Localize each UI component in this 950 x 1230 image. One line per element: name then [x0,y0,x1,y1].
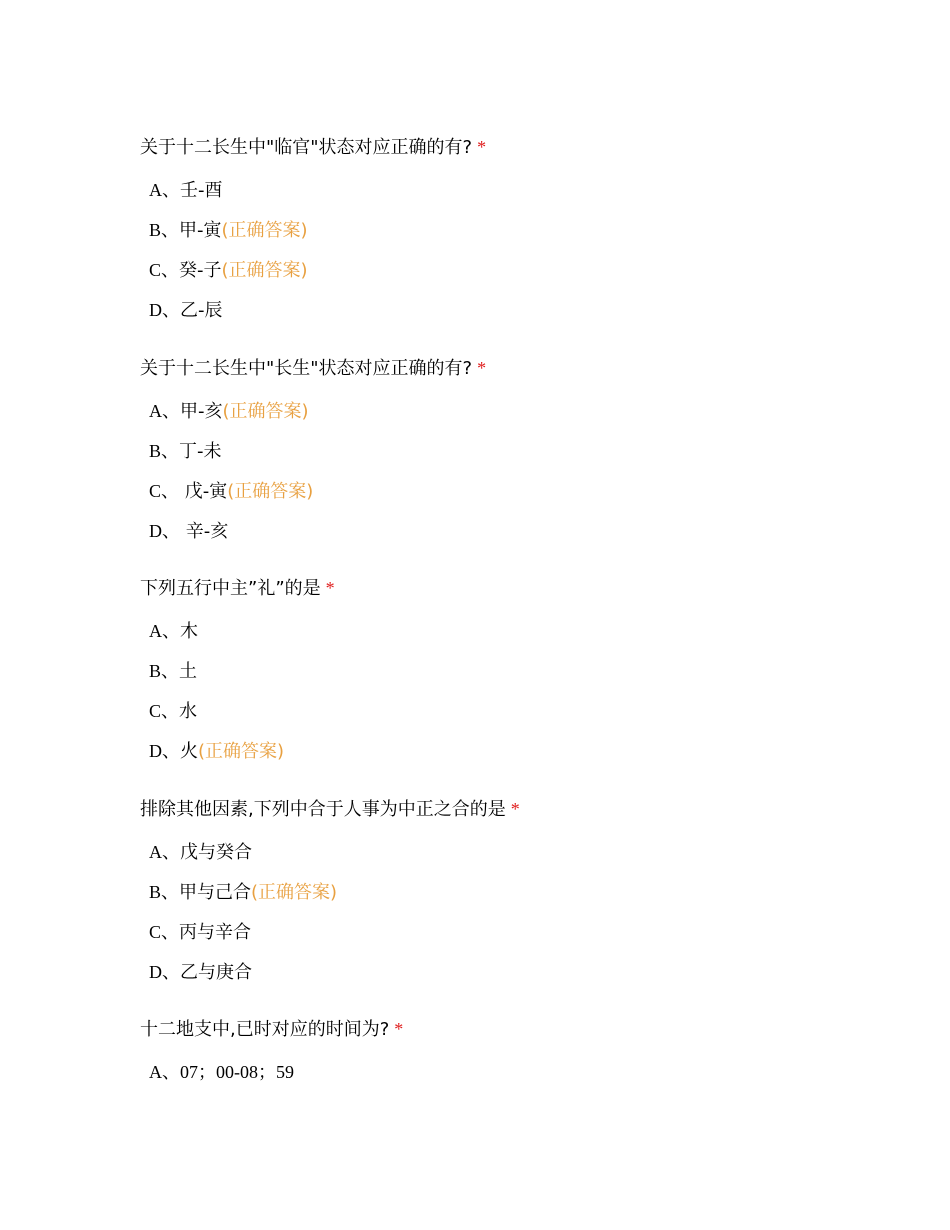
option-text: 癸-子 [179,260,222,281]
option-c [149,482,920,522]
option-list [140,402,920,562]
option-letter: A、 [149,180,180,200]
option-text: 乙与庚合 [180,962,252,983]
option-letter: A、 [149,401,180,421]
question-title-text: 十二地支中,已时对应的时间为? [140,1019,390,1040]
option-text: 火 [180,741,198,762]
option-d [149,963,920,1003]
option-text: 戊与癸合 [180,842,252,863]
option-letter: B、 [149,441,180,461]
option-d [149,742,920,782]
question-title [140,576,920,600]
required-asterisk: * [394,1019,404,1039]
correct-answer-tag: (正确答案) [198,741,285,762]
question-title [140,135,920,159]
option-b [149,221,920,261]
option-list [140,843,920,1003]
required-asterisk: * [477,137,487,157]
correct-answer-tag: (正确答案) [221,220,308,241]
option-c [149,702,920,742]
option-text: 水 [179,701,198,722]
required-asterisk: * [325,578,335,598]
option-list [140,181,920,341]
option-text: 甲-亥 [180,401,223,422]
required-asterisk: * [477,358,487,378]
option-b [149,662,920,702]
option-letter: D、 [149,521,180,541]
question-title [140,1017,920,1041]
option-a [149,402,920,442]
option-text: 乙-辰 [180,300,223,321]
option-a [149,843,920,883]
question-2 [140,356,920,562]
question-5 [140,1017,920,1103]
option-letter: D、 [149,741,180,761]
option-letter: D、 [149,300,180,320]
question-4 [140,797,920,1003]
option-text: 丙与辛合 [179,922,252,943]
required-asterisk: * [510,799,520,819]
option-text: 甲与己合 [179,882,252,903]
correct-answer-tag: (正确答案) [227,481,314,502]
option-letter: C、 [149,922,180,942]
option-letter: C、 [149,701,180,721]
question-title-text: 下列五行中主”礼”的是 [140,578,321,599]
option-letter: B、 [149,882,180,902]
question-title-text: 排除其他因素,下列中合于人事为中正之合的是 [140,799,506,820]
option-c [149,923,920,963]
option-letter: C、 [149,260,180,280]
option-c [149,261,920,301]
option-text: 木 [180,621,198,642]
correct-answer-tag: (正确答案) [251,882,338,903]
question-title [140,356,920,380]
option-letter: A、 [149,621,180,641]
option-a [149,622,920,662]
option-a [149,1063,920,1103]
option-letter: C、 [149,481,180,501]
question-3 [140,576,920,782]
option-d [149,522,920,562]
question-title [140,797,920,821]
option-d [149,301,920,341]
option-b [149,442,920,482]
option-a [149,181,920,221]
correct-answer-tag: (正确答案) [221,260,308,281]
correct-answer-tag: (正确答案) [222,401,309,422]
option-list [140,1063,920,1103]
question-1 [140,135,920,341]
question-title-text: 关于十二长生中"临官"状态对应正确的有? [140,137,473,158]
option-text: 辛-亥 [180,521,229,542]
option-text: 丁-未 [179,441,222,462]
option-letter: A、 [149,842,180,862]
question-title-text: 关于十二长生中"长生"状态对应正确的有? [140,358,473,379]
option-letter: B、 [149,220,180,240]
option-text: 戊-寅 [179,481,228,502]
option-text: 甲-寅 [179,220,222,241]
option-text: 07；00-08；59 [180,1062,294,1082]
option-b [149,883,920,923]
option-list [140,622,920,782]
option-letter: B、 [149,661,180,681]
option-text: 土 [179,661,198,682]
option-letter: A、 [149,1062,180,1082]
option-text: 壬-酉 [180,180,223,201]
option-letter: D、 [149,962,180,982]
